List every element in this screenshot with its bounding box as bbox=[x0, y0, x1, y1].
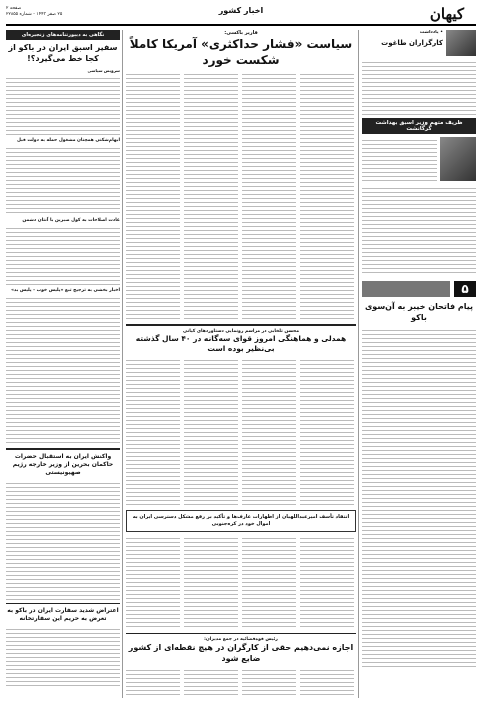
sub3-body bbox=[6, 295, 120, 445]
issue-date: ۲۵ صفر ۱۴۴۳ - شماره ۲۲۸۵۵ bbox=[6, 12, 63, 17]
yaddasht-body bbox=[362, 327, 476, 667]
masthead bbox=[6, 4, 476, 26]
bottom-kicker: رئیس قوه‌قضائیه در جمع مدیران: bbox=[204, 637, 278, 642]
mid-article-body bbox=[126, 357, 356, 507]
page-number: صفحه ۲ bbox=[6, 6, 22, 11]
main-headline: سیاست «فشار حداکثری» آمریکا کاملاً شکست خورد bbox=[129, 37, 353, 67]
kicker: قاریر باکسی: bbox=[224, 30, 258, 36]
news-photo bbox=[440, 137, 476, 181]
column-right bbox=[362, 30, 476, 698]
sub2-body bbox=[6, 225, 120, 285]
column-center bbox=[126, 30, 356, 698]
column-left bbox=[6, 30, 120, 698]
mid-headline: همدلی و هماهنگی امروز قوای سه‌گانه در ۴۰ سال گذشته بی‌نظیر بوده است bbox=[135, 333, 347, 353]
author-photo bbox=[446, 30, 476, 56]
bottom-left-headline: اعتراض شدید سفارت ایران در باکو به تعرض به حریم این سفارتخانه bbox=[7, 607, 119, 622]
subhead-2: عادت اصلاحات به کول صبرین با آنتان دشمن bbox=[22, 218, 120, 223]
subhead-1: ابهام‌شکنی همچنان مشغول حمله به دولت قبل bbox=[16, 138, 120, 143]
number-badge: ۵ bbox=[454, 281, 476, 297]
banner-headline: ظریف متهم وزیر اسبق بهداشت گرگانشت bbox=[362, 118, 476, 134]
newspaper-page bbox=[6, 4, 476, 698]
note-title: کارگزاران طاغوت bbox=[381, 39, 443, 47]
sub1-body bbox=[6, 145, 120, 215]
badge-bar bbox=[362, 281, 450, 297]
note-badge: • یادداشت bbox=[419, 30, 443, 35]
bottom-left-body bbox=[6, 626, 120, 686]
issue-info bbox=[6, 6, 106, 18]
mid-kicker: محسن تلخابی در مراسم رونمایی دستاورد‌های کیانی bbox=[182, 328, 300, 334]
note-header bbox=[362, 30, 476, 56]
yaddasht-box bbox=[362, 281, 476, 297]
column-rule bbox=[122, 30, 123, 698]
yaddasht-title: پیام فاتحان خیبر به آن‌سوی باکو bbox=[364, 302, 474, 322]
top-kicker: نگاهی به دیپورتنامه‌های زنجیره‌ای bbox=[6, 30, 120, 40]
banner-body bbox=[362, 137, 437, 181]
sub4-body bbox=[6, 480, 120, 600]
lead-label: سرویس سیاسی bbox=[87, 68, 120, 73]
section-title: اخبار کشور bbox=[218, 6, 264, 15]
article-text bbox=[362, 185, 476, 275]
lead-body bbox=[6, 75, 120, 135]
subhead-3: اخبار بخشی به ترجیح تبع «پلیس خوب - پلیس بد» bbox=[11, 288, 120, 293]
bottom-headline: اجازه نمی‌دهیم حقی از کارگران در هیچ نقطه‌ای از کشور ضایع شود bbox=[128, 643, 354, 663]
top-headline: سفیر اسبق ایران در باکو از کجا خط می‌گیرد؟! bbox=[8, 43, 118, 63]
strip-headline: انتقاد تأسف امیرعبداللهیان از اظهارات عارف‌ها و تأکید بر رفع مشکل دسترسی ایران به اموال خود در کره‌جنوبی bbox=[126, 510, 356, 532]
strip-article-body bbox=[126, 535, 356, 630]
kayhan-logo: کیهان bbox=[429, 5, 465, 23]
bottom-article-body bbox=[126, 667, 356, 698]
note-body bbox=[362, 59, 476, 115]
subhead-4: واکنش ایران به استقبال حضرات حاکمان بحرین از وزیر خارجه رژیم صهیونیستی bbox=[12, 452, 114, 476]
column-rule bbox=[358, 30, 359, 698]
main-article-body bbox=[126, 71, 356, 321]
